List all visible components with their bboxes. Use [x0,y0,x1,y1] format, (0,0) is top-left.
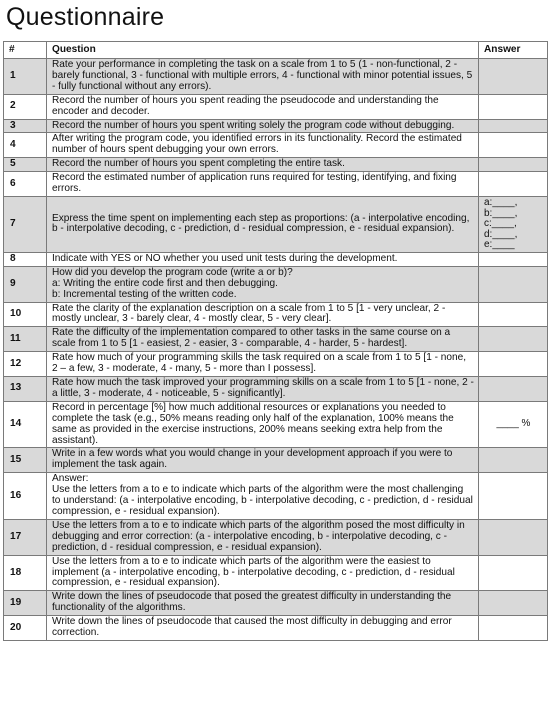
answer-field[interactable] [479,327,548,352]
table-row [4,473,548,520]
question-number: 20 [4,616,47,641]
answer-field[interactable] [479,473,548,520]
answer-field[interactable] [479,158,548,172]
answer-blank[interactable]: e:____ [484,239,515,251]
question-number: 15 [4,448,47,473]
answer-field[interactable]: ____ % [479,401,548,448]
question-line: Answer: [52,473,89,485]
question-text: Indicate with YES or NO whether you used unit tests during the development. [47,252,479,266]
question-text: Rate how much the task improved your programming skills on a scale from 1 to 5 [1 - none, 2 - a little, 3 - moderate, 4 - noticeable, 5 - significantly]. [47,377,479,402]
question-text: Express the time spent on implementing each step as proportions: (a - interpolative encoding, b - interpolative decoding, c - prediction, d - residual compression, e - residual expansion). [47,196,479,252]
table-row [4,59,548,95]
question-number: 11 [4,327,47,352]
question-line: a: Writing the entire code first and then debugging. [52,277,278,289]
header-number: # [4,42,47,59]
table-row [4,352,548,377]
answer-field[interactable] [479,172,548,197]
questionnaire-table [3,41,548,641]
table-row [4,401,548,448]
answer-field[interactable] [479,448,548,473]
question-text: Write down the lines of pseudocode that caused the most difficulty in debugging and error correction. [47,616,479,641]
question-text: Record the number of hours you spent completing the entire task. [47,158,479,172]
table-row [4,119,548,133]
question-number: 6 [4,172,47,197]
question-text [47,473,479,520]
answer-field[interactable] [479,196,548,252]
question-text: Use the letters from a to e to indicate which parts of the algorithm posed the most difficulty in debugging and error correction: (a - interpolative encoding, b - interpolative decoding, c - prediction, d - residual compression, e - residual expansion). [47,519,479,555]
question-text: Record the number of hours you spent reading the pseudocode and understanding the encoder and decoder. [47,94,479,119]
question-text [47,266,479,302]
question-line: How did you develop the program code (write a or b)? [52,266,293,278]
table-row [4,302,548,327]
question-number: 10 [4,302,47,327]
answer-field[interactable] [479,555,548,591]
header-answer: Answer [479,42,548,59]
table-row [4,591,548,616]
question-number: 19 [4,591,47,616]
table-row [4,133,548,158]
question-line: b: Incremental testing of the written code. [52,288,237,300]
question-number: 18 [4,555,47,591]
question-text: Rate the difficulty of the implementation compared to other tasks in the same course on a scale from 1 to 5 [1 - easiest, 2 - easier, 3 - comparable, 4 - harder, 5 - hardest]. [47,327,479,352]
header-question: Question [47,42,479,59]
answer-field[interactable] [479,377,548,402]
table-row [4,172,548,197]
table-row [4,266,548,302]
answer-field[interactable] [479,616,548,641]
question-number: 3 [4,119,47,133]
table-row [4,252,548,266]
question-rows [4,59,548,641]
question-number: 8 [4,252,47,266]
answer-field[interactable] [479,252,548,266]
answer-field[interactable] [479,302,548,327]
question-number: 4 [4,133,47,158]
page-title: Questionnaire [6,3,165,31]
question-text: Write down the lines of pseudocode that posed the greatest difficulty in understanding the functionality of the algorithms. [47,591,479,616]
question-number: 13 [4,377,47,402]
answer-field[interactable] [479,59,548,95]
question-number: 17 [4,519,47,555]
question-line: Use the letters from a to e to indicate which parts of the algorithm were the most challenging to understand: (a - interpolative encoding, b - interpolative decoding, c - prediction, d - residual compression, e - residual expansion). [52,484,473,517]
question-number: 5 [4,158,47,172]
question-number: 16 [4,473,47,520]
question-text: Rate the clarity of the explanation description on a scale from 1 to 5 [1 - very unclear, 2 - mostly unclear, 3 - barely clear, 4 - mostly clear, 5 - very clear]. [47,302,479,327]
answer-field[interactable] [479,266,548,302]
answer-field[interactable] [479,519,548,555]
question-text: Use the letters from a to e to indicate which parts of the algorithm were the easiest to implement (a - interpolative encoding, b - interpolative decoding, c - prediction, d - residual compression, e - residual expansion). [47,555,479,591]
question-number: 1 [4,59,47,95]
table-header-row [4,42,548,59]
answer-blank[interactable]: c:____, [484,218,517,230]
answer-field[interactable] [479,119,548,133]
question-number: 12 [4,352,47,377]
question-text: Rate how much of your programming skills the task required on a scale from 1 to 5 [1 - none, 2 – a few, 3 - moderate, 4 - many, 5 - more than I possess]. [47,352,479,377]
table-row [4,519,548,555]
table-row [4,158,548,172]
question-number: 2 [4,94,47,119]
table-row [4,94,548,119]
question-number: 14 [4,401,47,448]
answer-blank[interactable]: b:____, [484,207,518,219]
table-row [4,448,548,473]
table-row [4,196,548,252]
answer-field[interactable] [479,94,548,119]
question-number: 9 [4,266,47,302]
answer-blank[interactable]: a:____, [484,196,518,208]
question-text: Rate your performance in completing the task on a scale from 1 to 5 (1 - non-functional, 2 - barely functional, 3 - functional with multiple errors, 4 - functional with minor potential issues, 5 - fully functional without any errors). [47,59,479,95]
table-row [4,616,548,641]
question-number: 7 [4,196,47,252]
question-text: Record the estimated number of application runs required for testing, identifying, and fixing errors. [47,172,479,197]
answer-field[interactable] [479,591,548,616]
question-text: Write in a few words what you would change in your development approach if you were to implement the task again. [47,448,479,473]
answer-field[interactable] [479,352,548,377]
question-text: Record in percentage [%] how much additional resources or explanations you needed to complete the task (e.g., 50% means reading only half of the explanation, 100% means the same as provided in the exercise instructions, 200% means seeking extra help from the assistant). [47,401,479,448]
table-row [4,377,548,402]
table-row [4,327,548,352]
answer-field[interactable] [479,133,548,158]
question-text: After writing the program code, you identified errors in its functionality. Record the estimated number of hours spent debugging your own errors. [47,133,479,158]
table-row [4,555,548,591]
answer-blank[interactable]: d:____, [484,228,518,240]
question-text: Record the number of hours you spent writing solely the program code without debugging. [47,119,479,133]
